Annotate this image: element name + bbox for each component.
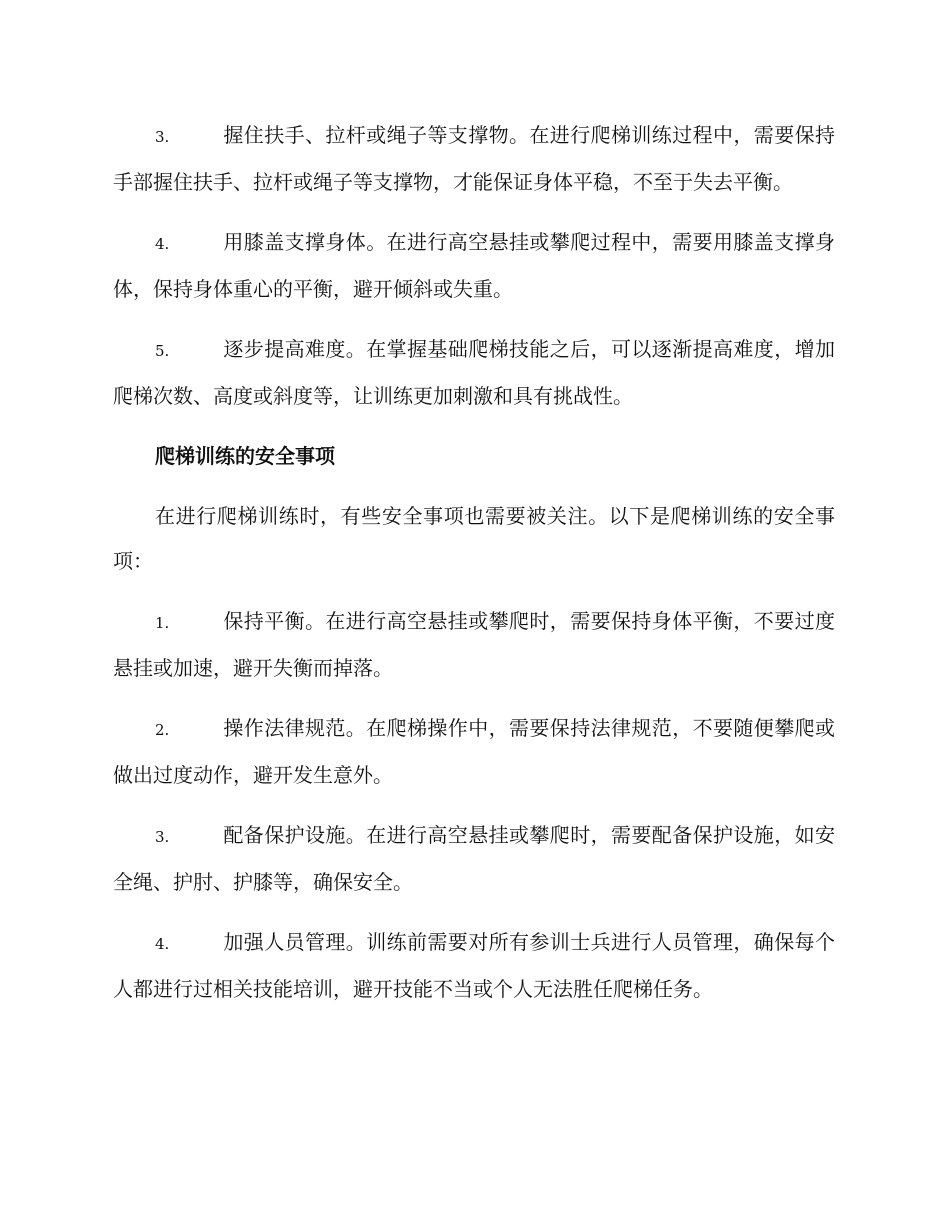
- list-item-text: 逐步提高难度。在掌握基础爬梯技能之后，可以逐渐提高难度，增加爬梯次数、高度或斜度等，让训练更加刺激和具有挑战性。: [113, 337, 835, 408]
- list-number: 3.: [155, 828, 170, 846]
- list-item: [113, 220, 835, 312]
- list-number: 4.: [155, 235, 170, 253]
- list-number: 1.: [155, 614, 170, 632]
- intro-paragraph: 在进行爬梯训练时，有些安全事项也需要被关注。以下是爬梯训练的安全事项：: [113, 504, 835, 573]
- document-page: [113, 113, 835, 1027]
- list-item: [113, 599, 835, 691]
- list-item: [113, 327, 835, 419]
- list-number: 4.: [155, 935, 170, 953]
- list-item-text: 配备保护设施。在进行高空悬挂或攀爬时，需要配备保护设施，如安全绳、护肘、护膝等，确保安全。: [113, 823, 835, 894]
- list-item: [113, 920, 835, 1012]
- section-heading: 爬梯训练的安全事项: [155, 444, 335, 468]
- list-item-text: 操作法律规范。在爬梯操作中，需要保持法律规范，不要随便攀爬或做出过度动作，避开发生意外。: [113, 716, 835, 787]
- list-item: [113, 813, 835, 905]
- list-number: 2.: [155, 721, 170, 739]
- list-item: [113, 706, 835, 798]
- list-number: 3.: [155, 128, 170, 146]
- list-item-text: 加强人员管理。训练前需要对所有参训士兵进行人员管理，确保每个人都进行过相关技能培训，避开技能不当或个人无法胜任爬梯任务。: [113, 930, 835, 1001]
- list-item: [113, 113, 835, 205]
- list-number: 5.: [155, 342, 170, 360]
- list-item-text: 用膝盖支撑身体。在进行高空悬挂或攀爬过程中，需要用膝盖支撑身体，保持身体重心的平衡，避开倾斜或失重。: [113, 230, 835, 301]
- list-item-text: 保持平衡。在进行高空悬挂或攀爬时，需要保持身体平衡，不要过度悬挂或加速，避开失衡而掉落。: [113, 609, 835, 680]
- list-item-text: 握住扶手、拉杆或绳子等支撑物。在进行爬梯训练过程中，需要保持手部握住扶手、拉杆或绳子等支撑物，才能保证身体平稳，不至于失去平衡。: [113, 123, 835, 194]
